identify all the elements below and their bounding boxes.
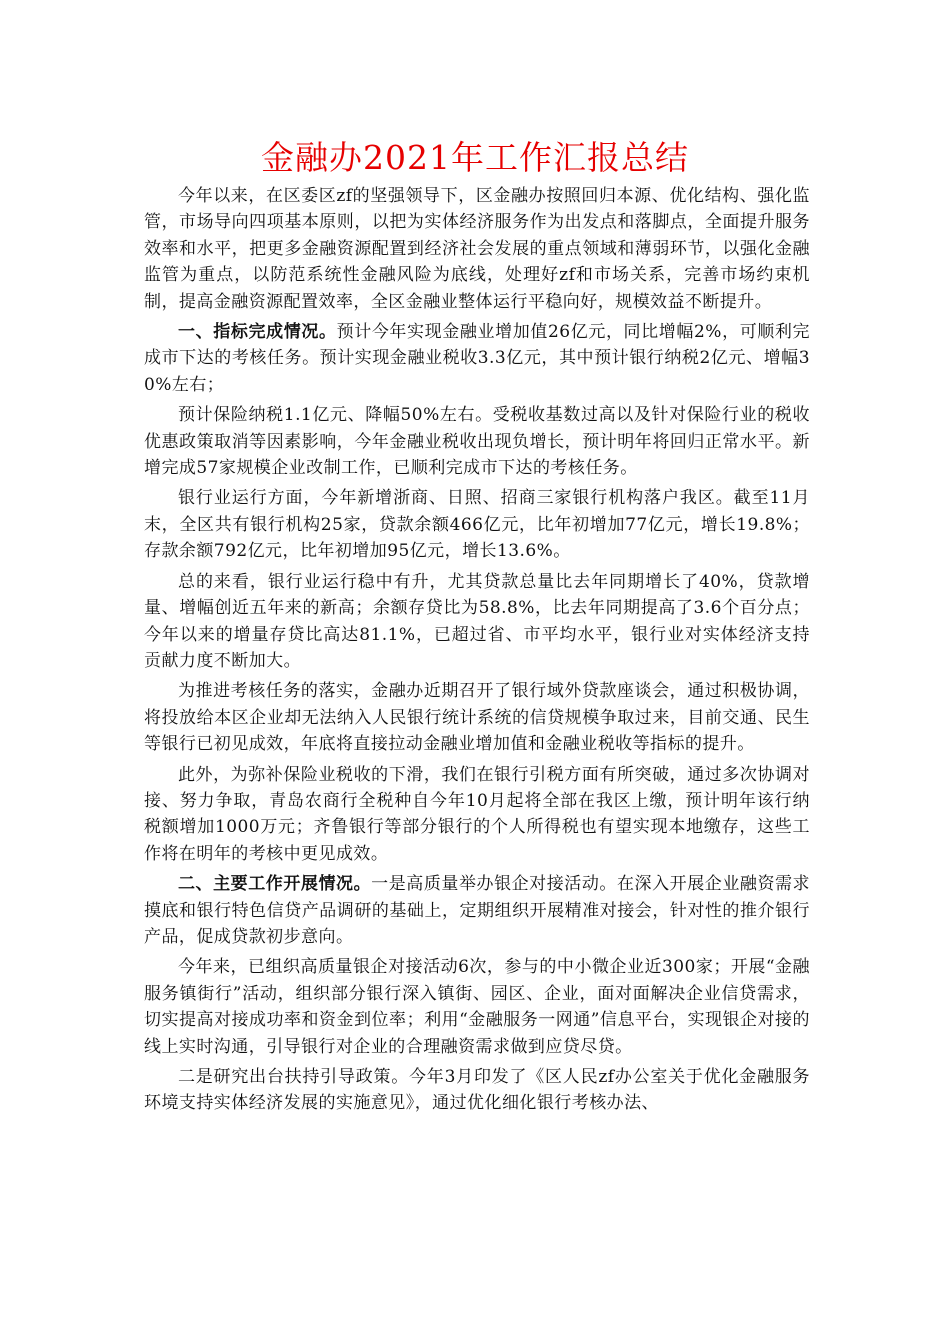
paragraph-section-2 xyxy=(144,871,810,950)
paragraph-text: 预计今年实现金融业增加值26亿元，同比增幅2%，可顺利完成市下达的考核任务。预计实现金融业税收3.3亿元，其中预计银行纳税2亿元、增幅30%左右； xyxy=(144,322,810,395)
paragraph-overall-view xyxy=(144,569,810,675)
paragraph-text: 为推进考核任务的落实，金融办近期召开了银行域外贷款座谈会，通过积极协调，将投放给本区企业却无法纳入人民银行统计系统的信贷规模争取过来，目前交通、民生等银行已初见成效，年底将直接拉动金融业增加值和金融业税收等指标的提升。 xyxy=(144,681,810,755)
paragraph-text: 一是高质量举办银企对接活动。在深入开展企业融资需求摸底和银行特色信贷产品调研的基础上，定期组织开展精准对接会，针对性的推介银行产品，促成贷款初步意向。 xyxy=(144,874,811,947)
paragraph-intro xyxy=(144,183,810,315)
paragraph-tax-introduction xyxy=(144,762,810,868)
paragraph-assessment-tasks xyxy=(144,678,810,757)
paragraph-policy-support xyxy=(144,1064,810,1117)
paragraph-banking-operations xyxy=(144,485,810,564)
paragraph-text: 二是研究出台扶持引导政策。今年3月印发了《区人民zf办公室关于优化金融服务环境支持实体经济发展的实施意见》，通过优化细化银行考核办法、 xyxy=(144,1067,810,1114)
paragraph-text: 今年以来，在区委区zf的坚强领导下，区金融办按照回归本源、优化结构、强化监管，市场导向四项基本原则，以把为实体经济服务作为出发点和落脚点，全面提升服务效率和水平，把更多金融资源配置到经济社会发展的重点领域和薄弱环节，以强化金融监管为重点，以防范系统性金融风险为底线，处理好zf和市场关系，完善市场约束机制，提高金融资源配置效率，全区金融业整体运行平稳向好，规模效益不断提升。 xyxy=(144,186,810,312)
paragraph-text: 银行业运行方面，今年新增浙商、日照、招商三家银行机构落户我区。截至11月末，全区共有银行机构25家，贷款余额466亿元，比年初增加77亿元，增长19.8%；存款余额792亿元，比年初增加95亿元，增长13.6%。 xyxy=(144,488,810,562)
paragraph-text: 今年来，已组织高质量银企对接活动6次，参与的中小微企业近300家；开展“金融服务镇街行”活动，组织部分银行深入镇街、园区、企业，面对面解决企业信贷需求，切实提高对接成功率和资金到位率；利用“金融服务一网通”信息平台，实现银企对接的线上实时沟通，引导银行对企业的合理融资需求做到应贷尽贷。 xyxy=(144,957,810,1057)
paragraph-insurance-tax xyxy=(144,402,810,481)
paragraph-section-1 xyxy=(144,319,810,398)
section-heading: 一、指标完成情况。 xyxy=(178,322,337,343)
document-title: 金融办2021年工作汇报总结 xyxy=(261,138,689,177)
section-heading: 二、主要工作开展情况。 xyxy=(178,874,372,895)
paragraph-text: 此外，为弥补保险业税收的下滑，我们在银行引税方面有所突破，通过多次协调对接、努力争取，青岛农商行全税种自今年10月起将全部在我区上缴，预计明年该行纳税额增加1000万元；齐鲁银行等部分银行的个人所得税也有望实现本地缴存，这些工作将在明年的考核中更见成效。 xyxy=(144,764,810,864)
paragraph-text: 总的来看，银行业运行稳中有升，尤其贷款总量比去年同期增长了40%，贷款增量、增幅创近五年来的新高；余额存贷比为58.8%，比去年同期提高了3.6个百分点；今年以来的增量存贷比高达81.1%，已超过省、市平均水平，银行业对实体经济支持贡献力度不断加大。 xyxy=(144,571,810,671)
paragraph-bank-enterprise-activities xyxy=(144,954,810,1060)
document-body xyxy=(144,183,810,1121)
paragraph-text: 预计保险纳税1.1亿元、降幅50%左右。受税收基数过高以及针对保险行业的税收优惠政策取消等因素影响，今年金融业税收出现负增长，预计明年将回归正常水平。新增完成57家规模企业改制工作，已顺利完成市下达的考核任务。 xyxy=(144,405,810,479)
